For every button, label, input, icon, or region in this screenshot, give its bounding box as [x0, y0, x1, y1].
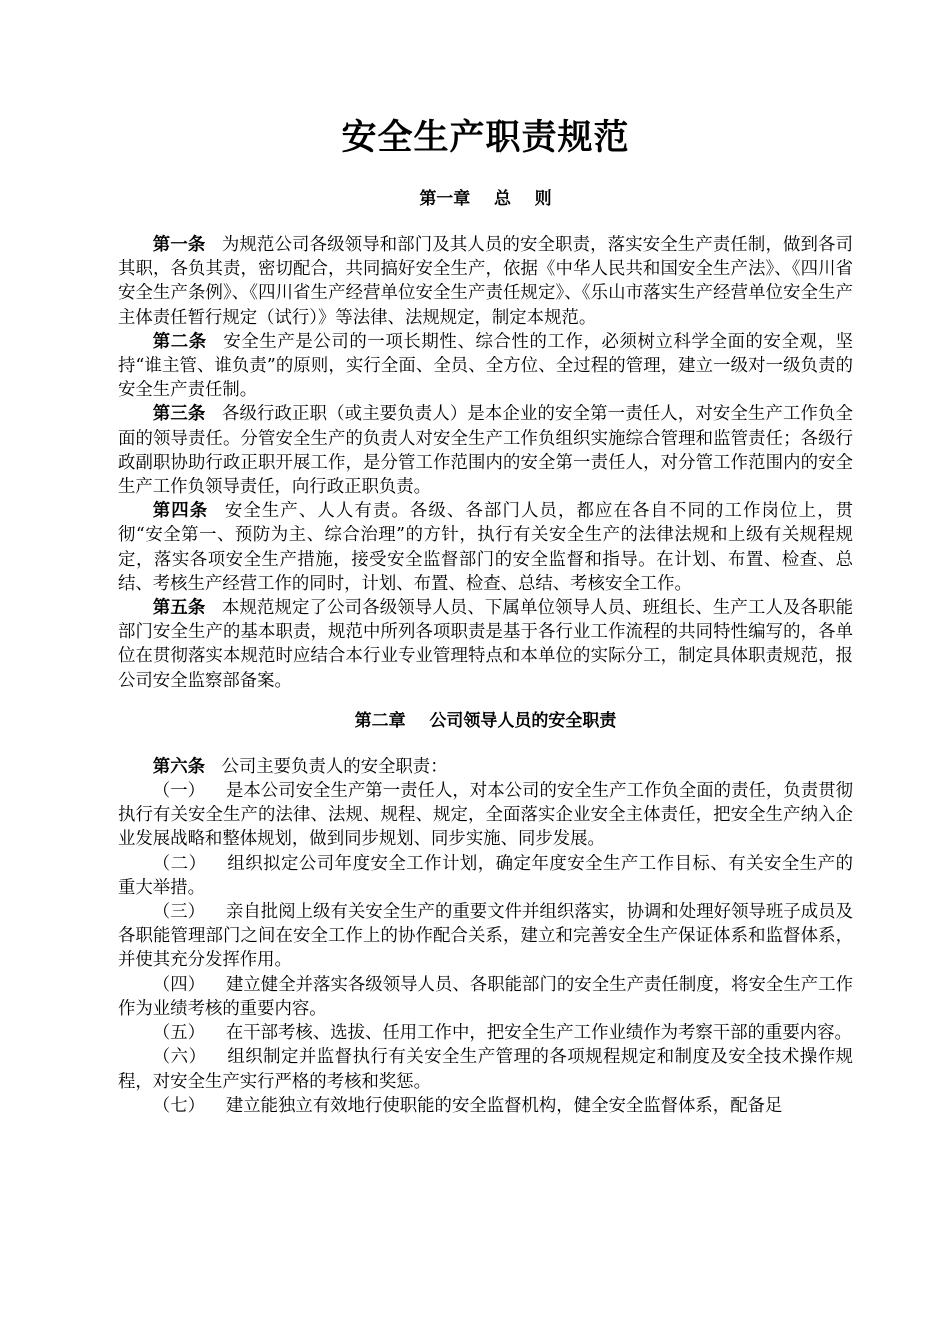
- article-number: 第六条: [152, 756, 205, 777]
- item-text: 亲自批阅上级有关安全生产的重要文件并组织落实，协调和处理好领导班子成员及各职能管理部门之间在安全工作上的协作配合关系，建立和完善安全生产保证体系和监督体系，并使其充分发挥作用。: [118, 902, 853, 971]
- list-item: [118, 900, 853, 973]
- item-number: （一）: [152, 781, 206, 802]
- article-text: 安全生产、人人有责。各级、各部门人员，都应在各自不同的工作岗位上，贯彻“安全第一、预防为主、综合治理”的方针，执行有关安全生产的法律法规和上级有关规程规定，落实各项安全生产措施，接受安全监督部门的安全监督和指导。在计划、布置、检查、总结、考核生产经营工作的同时，计划、布置、检查、总结、考核安全工作。: [118, 501, 853, 594]
- list-item: [118, 1094, 853, 1118]
- article-text: 各级行政正职（或主要负责人）是本企业的安全第一责任人，对安全生产工作负全面的领导责任。分管安全生产的负责人对安全生产工作负组织实施综合管理和监管责任；各级行政副职协助行政正职开展工作，是分管工作范围内的安全第一责任人，对分管工作范围内的安全生产工作负领导责任，向行政正职负责。: [118, 404, 853, 498]
- document-page: [118, 112, 853, 1118]
- article-number: 第一条: [152, 235, 206, 255]
- list-item: [118, 973, 853, 1021]
- article-text: 公司主要负责人的安全职责：: [221, 756, 448, 777]
- item-text: 建立能独立有效地行使职能的安全监督机构，健全安全监督体系，配备足: [225, 1095, 783, 1116]
- item-number: （五）: [152, 1023, 205, 1044]
- article-number: 第二条: [152, 331, 207, 352]
- article-number: 第四条: [152, 501, 209, 522]
- item-text: 在干部考核、选拔、任用工作中，把安全生产工作业绩作为考察干部的重要内容。: [225, 1023, 852, 1044]
- item-text: 是本公司安全生产第一责任人，对本公司的安全生产工作负全面的责任，负责贯彻执行有关安全生产的法律、法规、规程、规定，全面落实企业安全主体责任，把安全生产纳入企业发展战略和整体规划，做到同步规划、同步实施、同步发展。: [118, 781, 853, 850]
- item-text: 建立健全并落实各级领导人员、各职能部门的安全生产责任制度，将安全生产工作作为业绩考核的重要内容。: [118, 974, 853, 1019]
- item-text: 组织拟定公司年度安全工作计划，确定年度安全生产工作目标、有关安全生产的 重大举措。: [118, 853, 853, 898]
- article-number: 第三条: [152, 404, 206, 425]
- article-4: [118, 499, 853, 596]
- item-text: 组织制定并监督执行有关安全生产管理的各项规程规定和制度及安全技术操作规程，对安全生产实行严格的考核和奖惩。: [118, 1047, 853, 1092]
- article-6: [118, 755, 853, 779]
- item-number: （二）: [152, 853, 207, 874]
- chapter-1-heading: 第一章 总 则: [419, 189, 552, 209]
- article-5: [118, 596, 853, 693]
- list-item: [118, 1021, 853, 1045]
- article-number: 第五条: [152, 598, 206, 619]
- chapter-2-heading: 第二章 公司领导人员的安全职责: [354, 710, 617, 731]
- item-number: （七）: [152, 1095, 205, 1116]
- list-item: [118, 779, 853, 852]
- article-1: [118, 233, 853, 330]
- article-text: 本规范规定了公司各级领导人员、下属单位领导人员、班组长、生产工人及各职能部门安全生产的基本职责，规范中所列各项职责是基于各行业工作流程的共同特性编写的，各单位在贯彻落实本规范时应结合本行业专业管理特点和本单位的实际分工，制定具体职责规范，报公司安全监察部备案。: [118, 598, 853, 691]
- article-2: [118, 330, 853, 403]
- article-text: 为规范公司各级领导和部门及其人员的安全职责，落实安全生产责任制，做到各司其职，各负其责，密切配合，共同搞好安全生产，依据《中华人民共和国安全生产法》、《四川省安全生产条例》、《四川省生产经营单位安全生产责任规定》、《乐山市落实生产经营单位安全生产主体责任暂行规定（试行）》等法律、法规规定，制定本规范。: [118, 235, 853, 328]
- list-item: [118, 1045, 853, 1093]
- article-3: [118, 402, 853, 499]
- list-item: [118, 852, 853, 900]
- article-text: 安全生产是公司的一项长期性、综合性的工作，必须树立科学全面的安全观，坚持“谁主管、谁负责”的原则，实行全面、全员、全方位、全过程的管理，建立一级对一级负责的安全生产责任制。: [118, 331, 853, 401]
- document-title: 安全生产职责规范: [341, 117, 630, 158]
- item-number: （三）: [152, 902, 206, 923]
- item-number: （六）: [152, 1047, 207, 1068]
- item-number: （四）: [152, 974, 206, 995]
